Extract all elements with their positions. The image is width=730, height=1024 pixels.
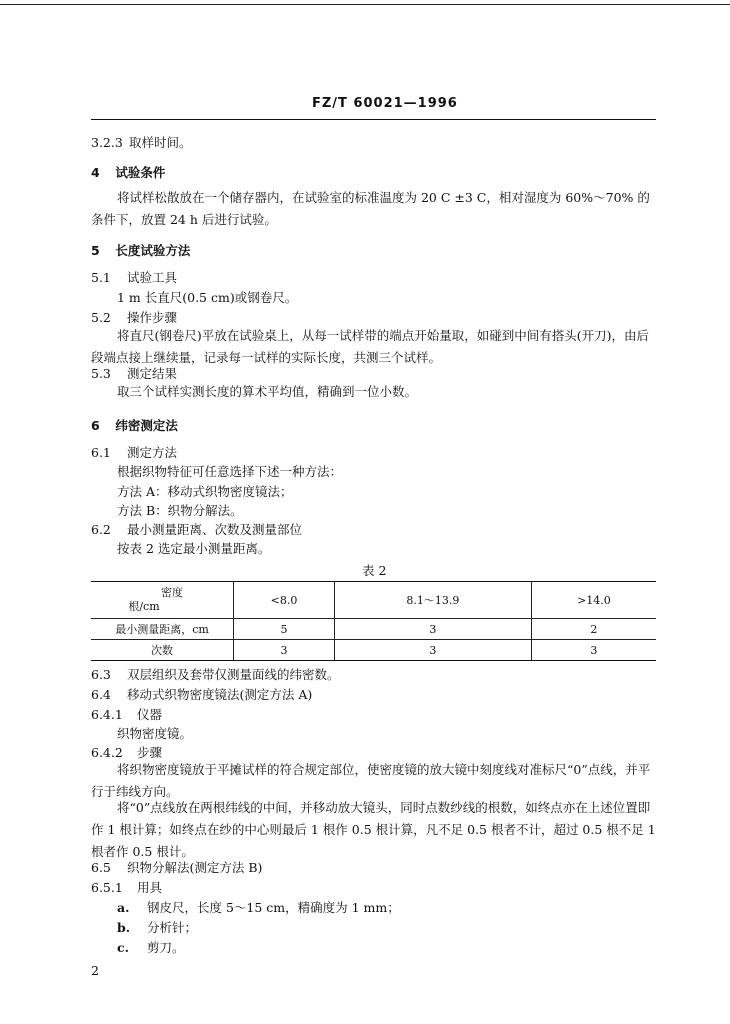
clause-title: 最小测量距离、次数及测量部位: [126, 522, 302, 537]
clause-6-2-heading: [91, 520, 302, 538]
clause-title: 测定方法: [126, 445, 177, 460]
list-item: [117, 938, 185, 956]
clause-5-2-heading: [91, 308, 177, 326]
list-marker: a.: [117, 900, 130, 915]
clause-title: 测定结果: [126, 366, 177, 381]
list-item-text: 剪刀。: [146, 940, 185, 955]
clause-6-1-line: 方法 A：移动式织物密度镜法；: [117, 484, 293, 499]
clause-6-5: [91, 858, 262, 876]
clause-6-1-heading: [91, 443, 177, 461]
section-5-heading: [91, 241, 190, 259]
list-item-text: 分析针；: [146, 920, 197, 935]
section-title: 长度试验方法: [115, 243, 191, 258]
clause-number: 6.2: [91, 522, 111, 537]
header-rule: [91, 119, 656, 120]
table-row-label: 次数: [91, 640, 234, 661]
section-4-paragraph: 将试样松散放在一个储存器内，在试验室的标准温度为 20 C ±3 C，相对湿度为 60%～70% 的条件下，放置 24 h 后进行试验。: [91, 190, 650, 227]
clause-text: 移动式织物密度镜法(测定方法 A): [126, 687, 313, 702]
list-marker: c.: [117, 940, 129, 955]
clause-number: 6.5.1: [91, 880, 123, 895]
clause-6-4-2-paragraph-2: 将“0”点线放在两根纬线的中间，并移动放大镜头，同时点数纱线的根数，如终点亦在上述位置即作 1 根计算；如终点在纱的中心则最后 1 根作 0.5 根计算，凡不足 0.5 根者不计，超过 0.5 根不足 1 根者作 0.5 根计。: [91, 800, 656, 859]
clause-5-2-paragraph: 将直尺(钢卷尺)平放在试验桌上，从每一试样带的端点开始量取，如碰到中间有搭头(开刀)，由后段端点接上继续量，记录每一试样的实际长度，共测三个试样。: [91, 328, 650, 365]
clause-number: 5.3: [91, 366, 111, 381]
clause-number: 5.2: [91, 310, 111, 325]
clause-5-3-paragraph: 取三个试样实测长度的算术平均值，精确到一位小数。: [117, 384, 418, 399]
clause-text: 织物分解法(测定方法 B): [126, 860, 263, 875]
clause-title: 用具: [136, 880, 162, 895]
clause-number: 6.1: [91, 445, 111, 460]
table-row: [91, 640, 656, 661]
clause-6-4-2-paragraph-1: 将织物密度镜放于平摊试样的符合规定部位，使密度镜的放大镜中刻度线对准标尺“0”点线，并平行于纬线方向。: [91, 762, 651, 799]
clause-number: 6.3: [91, 667, 111, 682]
clause-number: 6.4.1: [91, 707, 123, 722]
clause-6-1-line: 方法 B：织物分解法。: [117, 503, 243, 518]
clause-number: 6.5: [91, 860, 111, 875]
clause-text: 双层组织及套带仅测量面线的纬密数。: [126, 667, 340, 682]
table-cell: 2: [531, 619, 656, 640]
table-row: [91, 619, 656, 640]
table-header-corner: [91, 582, 234, 619]
clause-3-2-3: [91, 133, 192, 151]
header-unit-label: 根/cm: [128, 600, 160, 613]
clause-6-2-text: 按表 2 选定最小测量距离。: [117, 541, 271, 556]
table-cell: 3: [335, 619, 532, 640]
clause-title: 步骤: [136, 745, 162, 760]
clause-number: 5.1: [91, 270, 111, 285]
list-marker: b.: [117, 920, 131, 935]
clause-5-1-text: 1 m 长直尺(0.5 cm)或钢卷尺。: [117, 290, 298, 305]
scan-top-edge: [0, 4, 730, 5]
table-cell: 3: [335, 640, 532, 661]
section-title: 试验条件: [115, 165, 166, 180]
clause-number: 6.4.2: [91, 745, 123, 760]
table-row-label: 最小测量距离，cm: [91, 619, 234, 640]
section-number: 5: [91, 243, 100, 258]
clause-title: 操作步骤: [126, 310, 177, 325]
standard-code-header: FZ/T 60021—1996: [312, 96, 458, 111]
table-header-cell: >14.0: [531, 582, 656, 619]
clause-title: 试验工具: [126, 270, 177, 285]
clause-6-1-line: 根据织物特征可任意选择下述一种方法：: [117, 464, 343, 479]
clause-title: 仪器: [136, 707, 162, 722]
table-header-cell: <8.0: [234, 582, 335, 619]
table-cell: 3: [234, 640, 335, 661]
clause-6-3: [91, 665, 340, 683]
section-number: 6: [91, 418, 100, 433]
clause-number: 6.4: [91, 687, 111, 702]
section-6-heading: [91, 416, 178, 434]
list-item: [117, 898, 400, 916]
clause-number: 3.2.3: [91, 135, 123, 150]
table-2: [91, 581, 656, 661]
section-title: 纬密测定法: [115, 418, 178, 433]
header-density-label: 密度: [161, 586, 183, 599]
section-number: 4: [91, 165, 100, 180]
clause-5-3-heading: [91, 364, 177, 382]
table-cell: 5: [234, 619, 335, 640]
clause-6-4: [91, 685, 312, 703]
table-header-cell: 8.1～13.9: [335, 582, 532, 619]
clause-6-4-1-heading: [91, 705, 162, 723]
section-4-heading: [91, 163, 165, 181]
table-header-row: [91, 582, 656, 619]
table-caption: 表 2: [362, 563, 387, 578]
clause-6-4-1-text: 织物密度镜。: [117, 726, 193, 741]
clause-6-5-1-heading: [91, 878, 162, 896]
list-item-text: 钢皮尺，长度 5～15 cm，精确度为 1 mm；: [146, 900, 400, 915]
list-item: [117, 918, 197, 936]
table-cell: 3: [531, 640, 656, 661]
page-number: 2: [91, 963, 99, 978]
clause-5-1-heading: [91, 268, 177, 286]
clause-text: 取样时间。: [128, 135, 192, 150]
